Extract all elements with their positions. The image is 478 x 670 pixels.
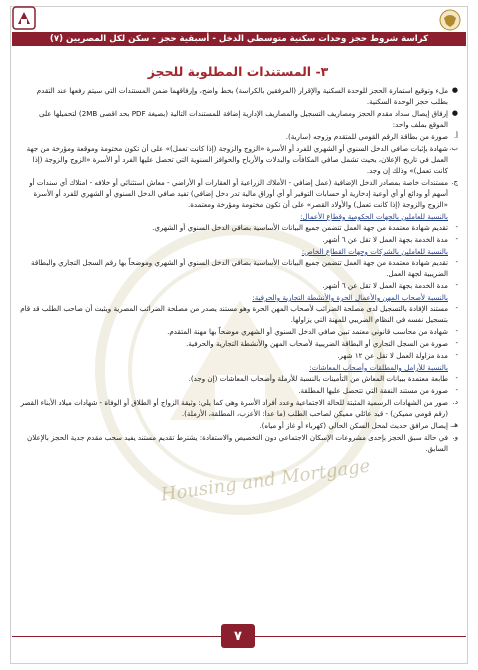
subheading xyxy=(18,211,458,222)
item-marker: - xyxy=(455,351,458,359)
item-text: بالنسبة لأصحاب المهن والأعمال الحرة والأنشطة التجارية والحرفية: xyxy=(252,293,448,302)
watermark-text: Housing and Mortgage xyxy=(159,455,372,506)
item-text: شهادة من محاسب قانوني معتمد تبين صافي الدخل السنوي أو الشهري موضحاً بها مهنة المتقدم. xyxy=(167,327,448,336)
item-text: مستندات خاصة بمصادر الدخل الإضافية (عمل إضافي - الأملاك الزراعية أو العقارات أو الأراضي - معاش استثنائي أو خلافه - امتلاك أي سندات أو أسهم أو ودائع أو أي أوعية إدخارية أو حسابات التوفير أو أي أوراق مالية تدر دخل إضافي) تفيد صافي الدخل السنوي أو الشهري للفرد أو الأسرة «الزوج والزوجة (إذا كانت تعمل) والأولاد القصر» على أن تكون مختومة ومؤرخة ومعتمدة. xyxy=(29,178,448,209)
list-item xyxy=(18,432,458,454)
item-text: صورة من بطاقة الرقم القومي للمتقدم وزوجه (سارية). xyxy=(285,132,448,141)
item-text: مدة الخدمة بجهة العمل لا تقل عن ٦ أشهر. xyxy=(322,235,448,244)
item-marker: - xyxy=(455,374,458,382)
item-marker: - xyxy=(455,327,458,335)
item-text: بالنسبة للعاملين بالجهات الحكومية وقطاع الأعمال: xyxy=(300,212,448,221)
item-marker: أ. xyxy=(453,132,458,140)
subheading xyxy=(18,362,458,373)
ministry-logo-icon xyxy=(10,4,38,32)
list-item xyxy=(18,326,458,337)
subheading xyxy=(18,246,458,257)
item-text: ملء وتوقيع استمارة الحجز للوحدة السكنية والإقرار (المرفقين بالكراسة) بخط واضح، وإرفاقهما ضمن المستندات التي سيتم رفعها عند التقدم بطلب حجز الوحدة السكنية. xyxy=(36,86,448,106)
list-item xyxy=(18,143,458,176)
item-marker: ب. xyxy=(449,144,458,152)
list-item xyxy=(18,257,458,279)
requirements-list xyxy=(18,85,458,454)
list-item xyxy=(18,280,458,291)
list-item xyxy=(18,420,458,431)
item-text: مدة الخدمة بجهة العمل لا تقل عن ٦ أشهر. xyxy=(322,281,448,290)
item-marker: - xyxy=(455,386,458,394)
item-marker: - xyxy=(455,339,458,347)
item-marker: د. xyxy=(452,398,458,406)
item-marker: ج. xyxy=(451,178,458,186)
subheading xyxy=(18,292,458,303)
list-item xyxy=(18,303,458,325)
item-marker: و. xyxy=(452,433,458,441)
item-text: شهادة بإثبات صافي الدخل السنوي أو الشهري للفرد أو الأسرة «الزوج والزوجة (إذا كانت تعمل)» على أن تكون مختومة وموقعة ومؤرخة من جهة العمل في تاريخ الإعلان، بحيث تشمل صافي المكافآت والبدلات والأرباح والحوافز السنوية التي تحصل عليها الفرد أو الأسرة «الزوج والزوجة (إذا كانت تعمل)» وذلك إن وجد. xyxy=(26,144,448,175)
list-item xyxy=(18,385,458,396)
item-marker: - xyxy=(455,223,458,231)
item-text: إيصال مرافق حديث لمحل السكن الحالي (كهرباء أو غاز أو مياه). xyxy=(259,421,448,430)
item-marker: ● xyxy=(451,109,458,117)
item-text: تقديم شهادة معتمدة من جهة العمل تتضمن جميع البيانات الأساسية بصافي الدخل السنوي أو الشهري. xyxy=(152,223,448,232)
document-content xyxy=(18,54,458,455)
list-item xyxy=(18,350,458,361)
list-item xyxy=(18,131,458,142)
item-text: بالنسبة للأرامل والمطلقات وأصحاب المعاشات: xyxy=(309,363,448,372)
list-item xyxy=(18,177,458,210)
item-text: صورة من مستند النفقة التي تتحصل عليها المطلقة. xyxy=(298,386,448,395)
header-title: كراسة شروط حجز وحدات سكنية متوسطي الدخل - أسبقية حجز - سكن لكل المصريين (٧) xyxy=(49,34,429,44)
item-marker: - xyxy=(455,304,458,312)
list-item xyxy=(18,338,458,349)
item-marker: هـ. xyxy=(450,421,458,429)
item-text: صورة من السجل التجاري أو البطاقة الضريبية لأصحاب المهن والأنشطة التجارية والحرفية. xyxy=(186,339,448,348)
item-text: إرفاق إيصال سداد مقدم الحجز ومصاريف التسجيل والمصاريف الإدارية إضافة للمستندات التالية (بصيغة PDF بحد اقصى 2MB) لتحميلها على الموقع بملف واحد: xyxy=(39,109,448,129)
item-text: صور من الشهادات الرسمية المثبتة للحالة الاجتماعية وعدد أفراد الأسرة وهي كما يلي: وثيقة الزواج أو الطلاق أو الوفاة - شهادات ميلاد الأبناء القصر (رقم قومي مميكن) - قيد عائلي مميكن لصاحب الطلب (ما عدا: الأعزب، المطلقة، الأرملة). xyxy=(20,398,448,418)
item-text: مستند الإفادة بالتسجيل لدى مصلحة الضرائب لأصحاب المهن الحرة وهو مستند يصدر من مصلحة الضرائب المصرية ويثبت أن صاحب الطلب قد قام بتسجيل نفسه في النظام الضريبي للمهنة التي يزاولها. xyxy=(20,304,448,324)
list-item xyxy=(18,373,458,384)
item-text: في حالة سبق الحجز بإحدى مشروعات الإسكان الاجتماعي دون التخصيص والاستفادة: يشترط تقديم مستند يفيد سحب مقدم جدية الحجز بالإعلان السابق. xyxy=(27,433,448,453)
eagle-emblem-icon xyxy=(438,8,462,32)
list-item xyxy=(18,222,458,233)
header-band xyxy=(12,32,466,46)
item-text: تقديم شهادة معتمدة من جهة العمل تتضمن جميع البيانات الأساسية بصافي الدخل السنوي أو الشهري وموضحاً بها رقم السجل التجاري والبطاقة الضريبية لجهة العمل. xyxy=(31,258,448,278)
page-number: ٧ xyxy=(221,624,255,648)
list-item xyxy=(18,234,458,245)
item-marker: - xyxy=(455,258,458,266)
item-marker: - xyxy=(455,235,458,243)
list-item xyxy=(18,397,458,419)
section-title: ٣- المستندات المطلوبة للحجز xyxy=(147,64,329,79)
item-text: طابعة معتمدة ببيانات المعاش من التأمينات بالنسبة للأرملة وأصحاب المعاشات (إن وجد). xyxy=(188,374,448,383)
item-text: مدة مزاولة العمل لا تقل عن ١٢ شهر. xyxy=(337,351,448,360)
item-text: بالنسبة للعاملين بالشركات وجهات القطاع الخاص: xyxy=(301,247,448,256)
item-marker: - xyxy=(455,281,458,289)
list-item xyxy=(18,85,458,107)
list-item xyxy=(18,108,458,130)
item-marker: ● xyxy=(451,86,458,94)
